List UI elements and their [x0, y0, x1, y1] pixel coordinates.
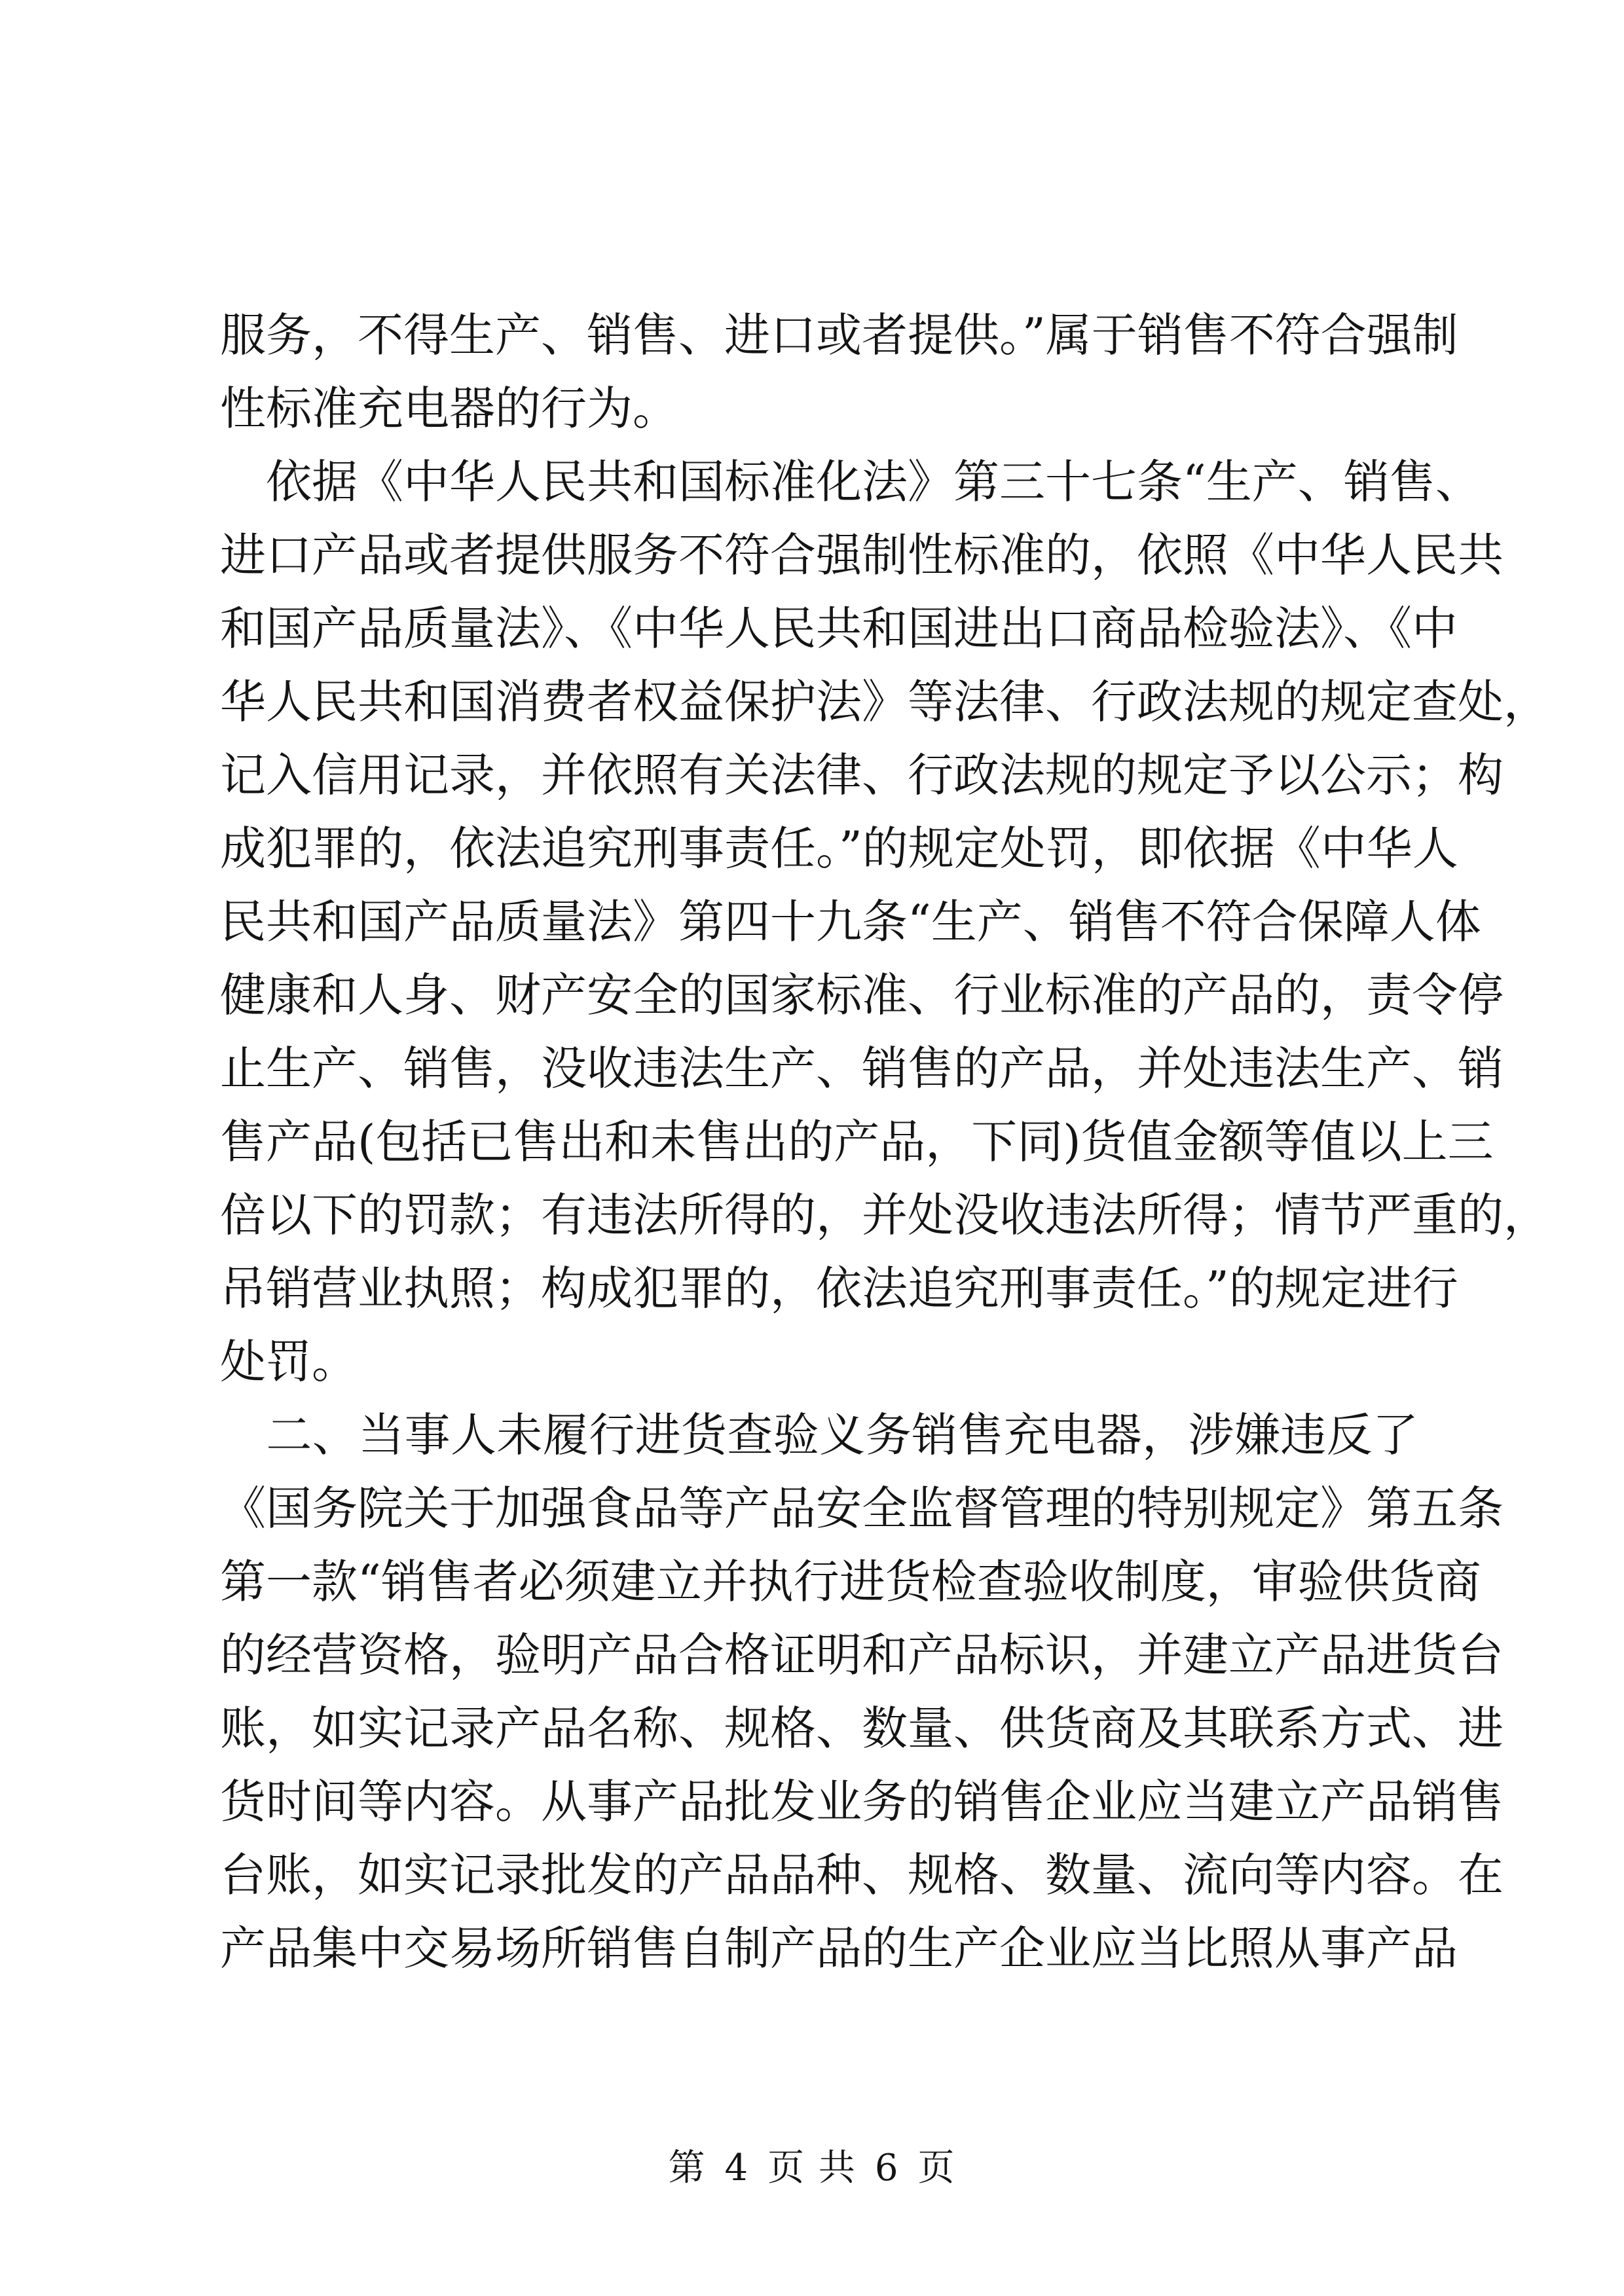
text-line: 货时间等内容。从事产品批发业务的销售企业应当建立产品销售: [220, 1775, 1504, 1829]
text-line: 止生产、销售，没收违法生产、销售的产品，并处违法生产、销: [220, 1042, 1504, 1095]
text-line: 和国产品质量法》、《中华人民共和国进出口商品检验法》、《中: [220, 602, 1458, 655]
current-page-number: 4: [724, 2147, 750, 2189]
text-line: 台账，如实记录批发的产品品种、规格、数量、流向等内容。在: [220, 1848, 1504, 1902]
text-line: 处罚。: [220, 1335, 358, 1389]
text-line: 倍以下的罚款；有违法所得的，并处没收违法所得；情节严重的，: [220, 1188, 1549, 1242]
page-number-footer: [0, 2142, 1624, 2195]
text-line: 二、当事人未履行进货查验义务销售充电器，涉嫌违反了: [220, 1408, 1418, 1462]
footer-prefix: 第: [668, 2147, 707, 2189]
text-line: 进口产品或者提供服务不符合强制性标准的，依照《中华人民共: [220, 528, 1504, 582]
total-page-count: 6: [874, 2147, 900, 2189]
text-line: 吊销营业执照；构成犯罪的，依法追究刑事责任。”的规定进行: [220, 1262, 1458, 1315]
text-line: 依据《中华人民共和国标准化法》第三十七条“生产、销售、: [220, 455, 1481, 509]
text-line: 售产品(包括已售出和未售出的产品，下同)货值金额等值以上三: [220, 1115, 1494, 1169]
document-body: [220, 305, 1549, 1992]
text-line: 成犯罪的，依法追究刑事责任。”的规定处罚，即依据《中华人: [220, 822, 1458, 875]
text-line: 华人民共和国消费者权益保护法》等法律、行政法规的规定查处，: [220, 675, 1549, 729]
text-line: 第一款“销售者必须建立并执行进货检查验收制度，审验供货商: [220, 1555, 1481, 1609]
text-line: 《国务院关于加强食品等产品安全监督管理的特别规定》第五条: [220, 1482, 1504, 1535]
footer-middle: 页 共: [767, 2147, 857, 2189]
text-line: 服务，不得生产、销售、进口或者提供。”属于销售不符合强制: [220, 308, 1458, 362]
text-line: 民共和国产品质量法》第四十九条“生产、销售不符合保障人体: [220, 895, 1481, 949]
text-line: 健康和人身、财产安全的国家标准、行业标准的产品的，责令停: [220, 968, 1504, 1022]
footer-suffix: 页: [917, 2147, 956, 2189]
text-line: 记入信用记录，并依照有关法律、行政法规的规定予以公示；构: [220, 748, 1504, 802]
text-line: 性标准充电器的行为。: [220, 382, 678, 435]
text-line: 账，如实记录产品名称、规格、数量、供货商及其联系方式、进: [220, 1702, 1504, 1755]
text-line: 产品集中交易场所销售自制产品的生产企业应当比照从事产品: [220, 1922, 1458, 1975]
text-line: 的经营资格，验明产品合格证明和产品标识，并建立产品进货台: [220, 1628, 1504, 1682]
